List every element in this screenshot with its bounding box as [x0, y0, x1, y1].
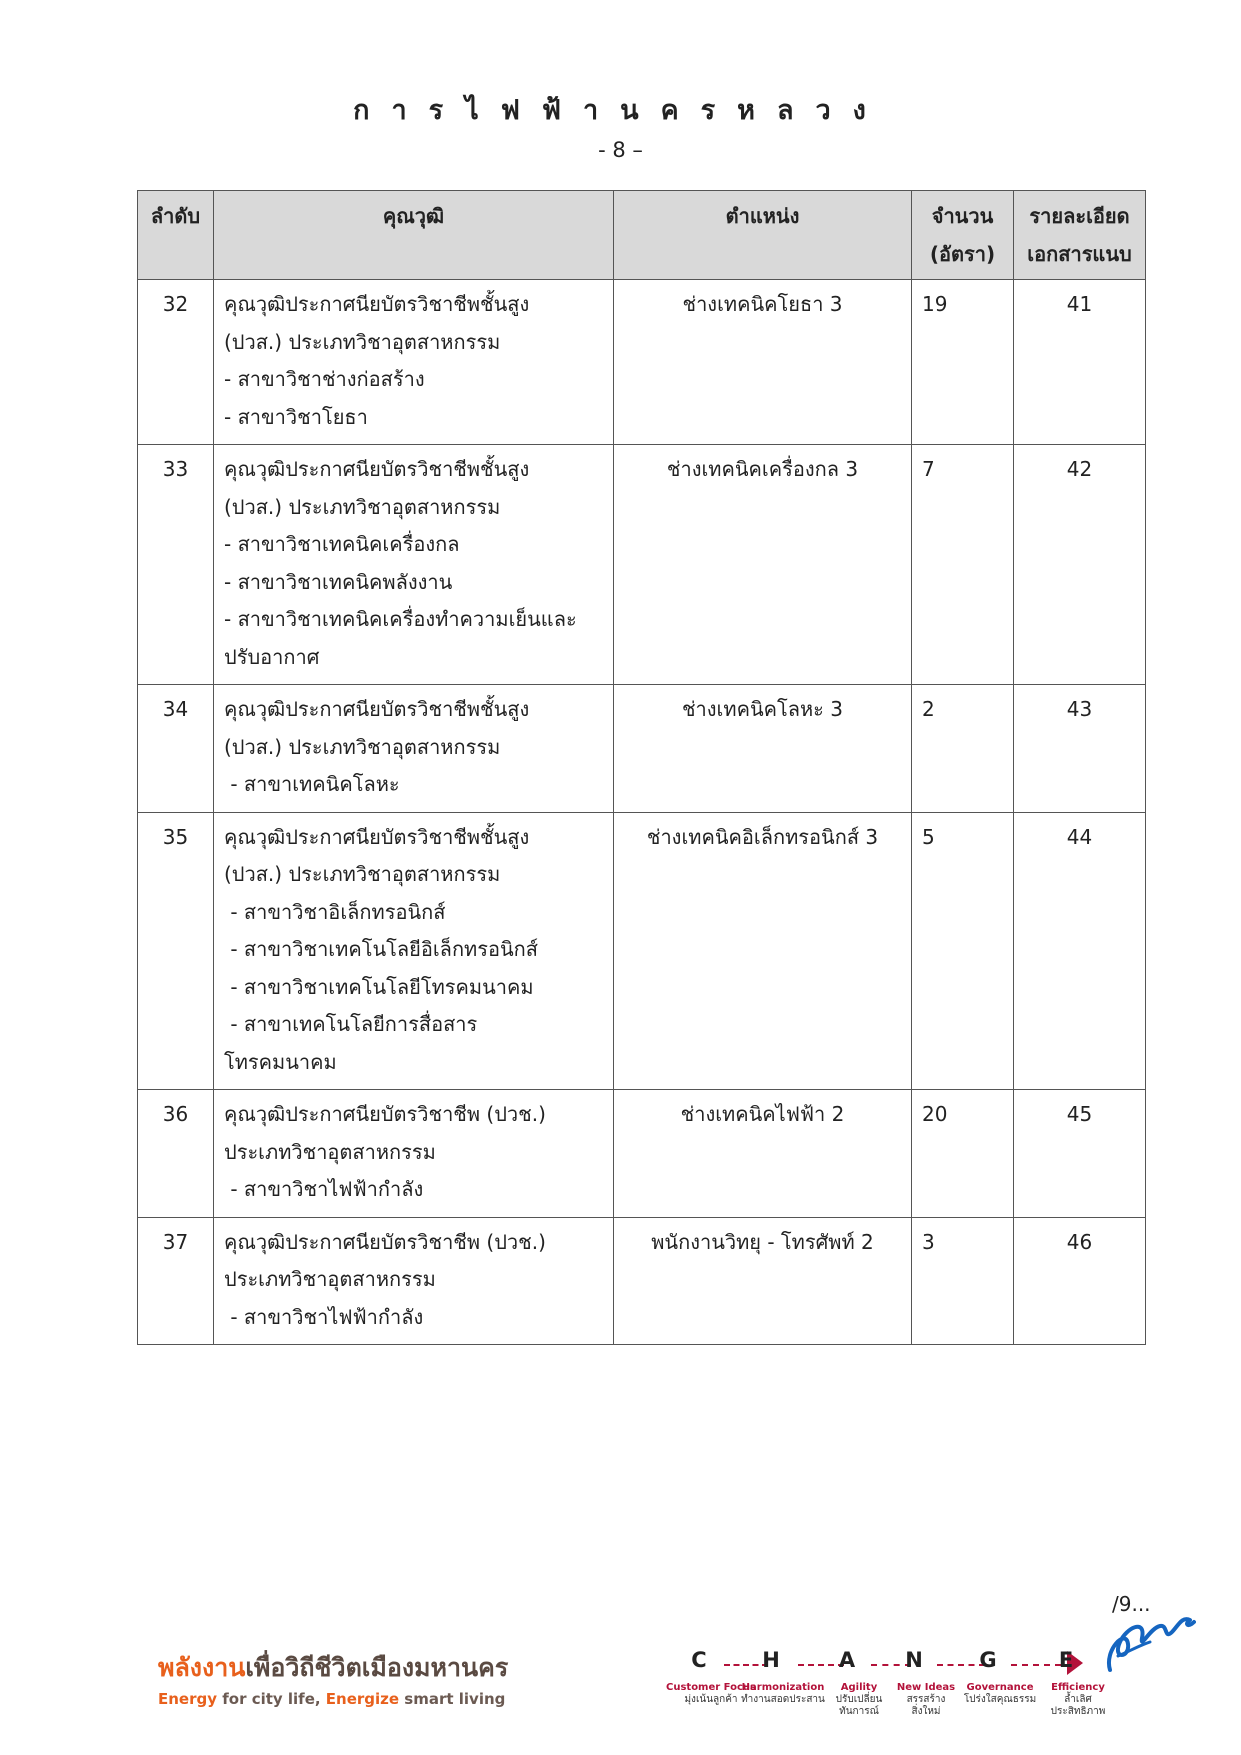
change-caption-th: ประสิทธิภาพ [1050, 1706, 1106, 1717]
cell-count: 5 [912, 812, 1014, 1090]
page-number: - 8 – [598, 138, 643, 162]
cell-attachment: 41 [1014, 280, 1146, 445]
change-caption-th: มุ่งเน้นลูกค้า [684, 1694, 738, 1705]
slogan-en-energy: Energy [158, 1690, 218, 1708]
cell-order: 36 [138, 1090, 214, 1218]
cell-attachment: 44 [1014, 812, 1146, 1090]
qualification-line: - สาขาวิชาไฟฟ้ากำลัง [224, 1304, 424, 1329]
cell-attachment: 43 [1014, 685, 1146, 813]
qualification-line: ประเภทวิชาอุตสาหกรรม [224, 1267, 436, 1291]
qualification-line: - สาขาวิชาเทคโนโลยีโทรคมนาคม [224, 974, 534, 999]
change-caption-th: ปรับเปลี่ยน [835, 1694, 883, 1705]
cell-count: 20 [912, 1090, 1014, 1218]
header-attachment-line: รายละเอียด [1029, 204, 1130, 228]
qualification-line: (ปวส.) ประเภทวิชาอุตสาหกรรม [224, 734, 501, 759]
cell-qualification [214, 685, 614, 813]
cell-qualification [214, 280, 614, 445]
change-caption-th: ล้ำเลิศ [1064, 1694, 1092, 1705]
cell-position: ช่างเทคนิคโลหะ 3 [614, 685, 912, 813]
qualification-line: - สาขาเทคนิคโลหะ [224, 772, 400, 796]
cell-attachment: 42 [1014, 445, 1146, 685]
change-caption [1033, 1682, 1123, 1718]
cell-position: พนักงานวิทยุ - โทรศัพท์ 2 [614, 1217, 912, 1345]
cell-count: 2 [912, 685, 1014, 813]
change-letter: E [1058, 1648, 1074, 1672]
qualification-line: คุณวุฒิประกาศนียบัตรวิชาชีพชั้นสูง [224, 292, 530, 316]
qualification-line: - สาขาวิชาโยธา [224, 404, 368, 429]
qualification-line: - สาขาวิชาไฟฟ้ากำลัง [224, 1177, 424, 1201]
change-caption-en: Customer Focus [666, 1682, 756, 1693]
table-row [138, 280, 1146, 445]
slogan-en-text: smart living [399, 1690, 506, 1708]
qualification-line: - สาขาวิชาเทคนิคพลังงาน [224, 569, 453, 594]
cell-qualification [214, 1090, 614, 1218]
cell-order: 35 [138, 812, 214, 1090]
cell-attachment: 46 [1014, 1217, 1146, 1345]
slogan-en-energize: Energize [325, 1690, 400, 1708]
cell-qualification [214, 812, 614, 1090]
cell-order: 37 [138, 1217, 214, 1345]
change-caption-th: สิ่งใหม่ [911, 1706, 941, 1717]
header-attachment [1014, 191, 1146, 280]
qualification-line: (ปวส.) ประเภทวิชาอุตสาหกรรม [224, 329, 501, 354]
cell-order: 33 [138, 445, 214, 685]
qualification-line: ประเภทวิชาอุตสาหกรรม [224, 1139, 436, 1164]
header-count-line: จำนวน [931, 204, 994, 228]
qualification-line: คุณวุฒิประกาศนียบัตรวิชาชีพ (ปวช.) [224, 1229, 546, 1254]
change-letter: H [762, 1648, 780, 1672]
change-caption-en: Efficiency [1051, 1682, 1105, 1693]
slogan-thai-rest: เพื่อวิถีชีวิตเมืองมหานคร [245, 1653, 509, 1682]
slogan-thai-highlight: พลังงาน [158, 1653, 246, 1682]
qualification-line: - สาขาวิชาเทคนิคเครื่องกล [224, 532, 460, 556]
qualification-line: (ปวส.) ประเภทวิชาอุตสาหกรรม [224, 862, 501, 886]
table-row [138, 1217, 1146, 1345]
slogan-english [158, 1690, 508, 1708]
cell-count: 7 [912, 445, 1014, 685]
change-letter: N [905, 1648, 923, 1672]
cell-position: ช่างเทคนิคอิเล็กทรอนิกส์ 3 [614, 812, 912, 1090]
qualification-line: คุณวุฒิประกาศนียบัตรวิชาชีพชั้นสูง [224, 457, 530, 481]
qualification-line: คุณวุฒิประกาศนียบัตรวิชาชีพชั้นสูง [224, 824, 530, 849]
qualification-line: คุณวุฒิประกาศนียบัตรวิชาชีพชั้นสูง [224, 697, 530, 721]
change-values-logo [666, 1648, 1116, 1728]
change-caption-en: Agility [840, 1682, 878, 1693]
organization-title: การไฟฟ้านครหลวง [353, 95, 888, 126]
cell-order: 32 [138, 280, 214, 445]
header-count [912, 191, 1014, 280]
table-row [138, 685, 1146, 813]
qualification-line: (ปวส.) ประเภทวิชาอุตสาหกรรม [224, 494, 501, 519]
qualification-line: - สาขาวิชาเทคโนโลยีอิเล็กทรอนิกส์ [224, 937, 538, 961]
table-row [138, 445, 1146, 685]
header-count-line: (อัตรา) [929, 242, 996, 266]
cell-position: ช่างเทคนิคไฟฟ้า 2 [614, 1090, 912, 1218]
qualification-line: - สาขาวิชาอิเล็กทรอนิกส์ [224, 899, 446, 924]
qualification-line: - สาขาเทคโนโลยีการสื่อสาร [224, 1012, 478, 1036]
table-header-row [138, 191, 1146, 280]
cell-qualification [214, 1217, 614, 1345]
change-letter: C [691, 1648, 707, 1672]
cell-count: 19 [912, 280, 1014, 445]
change-caption-en: Harmonization [741, 1682, 825, 1693]
change-caption-th: โปร่งใสคุณธรรม [963, 1694, 1037, 1705]
slogan-thai [158, 1648, 508, 1688]
header-attachment-line: เอกสารแนบ [1027, 242, 1132, 266]
qualification-line: - สาขาวิชาเทคนิคเครื่องทำความเย็นและ [224, 607, 577, 631]
change-letter: G [979, 1648, 997, 1672]
change-letter: A [838, 1648, 856, 1672]
cell-order: 34 [138, 685, 214, 813]
change-caption-en: Governance [966, 1682, 1034, 1693]
cell-position: ช่างเทคนิคเครื่องกล 3 [614, 445, 912, 685]
signature-icon [1098, 1598, 1196, 1682]
table-row [138, 812, 1146, 1090]
qualification-line: โทรคมนาคม [224, 1049, 337, 1074]
change-caption-th: ทันการณ์ [839, 1706, 879, 1717]
cell-position: ช่างเทคนิคโยธา 3 [614, 280, 912, 445]
table-row [138, 1090, 1146, 1218]
cell-attachment: 45 [1014, 1090, 1146, 1218]
qualification-line: คุณวุฒิประกาศนียบัตรวิชาชีพ (ปวช.) [224, 1102, 546, 1126]
header-order: ลำดับ [138, 191, 214, 280]
change-caption-en: New Ideas [896, 1682, 956, 1693]
qualification-line: ปรับอากาศ [224, 644, 320, 669]
qualification-line: - สาขาวิชาช่างก่อสร้าง [224, 367, 425, 391]
next-page-indicator: /9... [1112, 1592, 1151, 1616]
header-position: ตำแหน่ง [614, 191, 912, 280]
header-qualification: คุณวุฒิ [214, 191, 614, 280]
positions-table [137, 190, 1146, 1345]
change-caption [955, 1682, 1045, 1706]
cell-count: 3 [912, 1217, 1014, 1345]
change-caption-th: สรรสร้าง [906, 1694, 946, 1705]
footer-slogan [158, 1648, 508, 1708]
change-caption-th: ทำงานสอดประสาน [741, 1694, 825, 1705]
cell-qualification [214, 445, 614, 685]
slogan-en-text: for city life, [217, 1690, 326, 1708]
